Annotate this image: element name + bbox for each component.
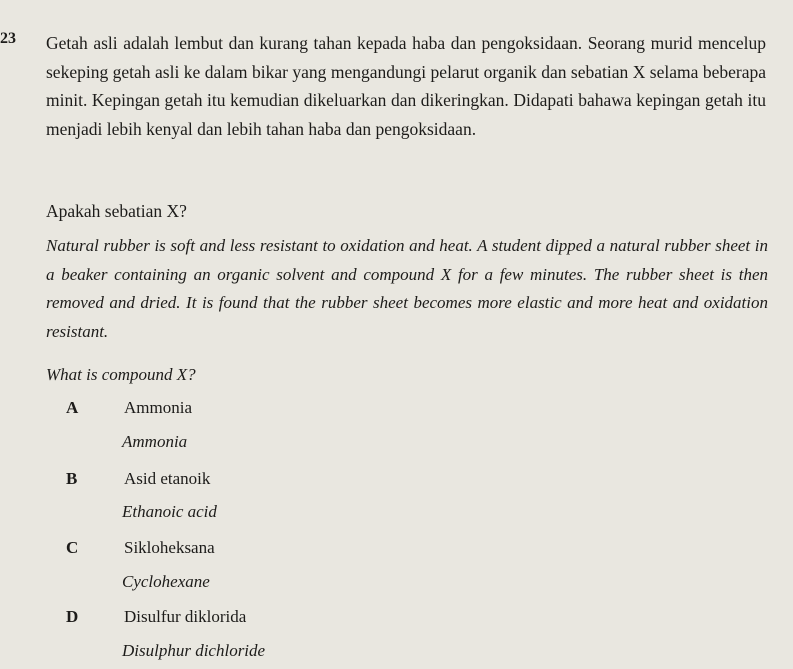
- option-d-malay: Disulfur diklorida: [124, 607, 247, 626]
- question-number: 23: [0, 30, 16, 47]
- option-c-english: Cyclohexane: [122, 572, 210, 591]
- option-c-malay: Sikloheksana: [124, 538, 215, 557]
- question-text-malay: Getah asli adalah lembut dan kurang tahan kepada haba dan pengoksidaan. Seorang murid mencelup sekeping getah asli ke dalam bikar yang mengandungi pelarut organik dan sebatian X selama beberapa minit. Kepingan getah itu kemudian dikeluarkan dan dikeringkan. Didapati bahawa kepingan getah itu menjadi lebih kenyal dan lebih tahan haba dan pengoksidaan.: [46, 33, 766, 139]
- option-d-letter: D: [66, 607, 79, 626]
- option-a-malay: Ammonia: [124, 398, 192, 417]
- option-b-malay: Asid etanoik: [124, 469, 211, 488]
- question-prompt-malay: Apakah sebatian X?: [46, 201, 187, 221]
- option-d-english: Disulphur dichloride: [122, 641, 266, 660]
- question-text-english: Natural rubber is soft and less resistant to oxidation and heat. A student dipped a natural rubber sheet in a beaker containing an organic solvent and compound X for a few minutes. The rubber sheet is then removed and dried. It is found that the rubber sheet becomes more elastic and more heat and oxidation resistant.: [46, 236, 768, 341]
- option-c-letter: C: [66, 538, 79, 557]
- option-b-letter: B: [66, 469, 78, 488]
- question-prompt-english: What is compound X?: [46, 365, 196, 384]
- option-a-letter: A: [66, 398, 79, 417]
- option-b-english: Ethanoic acid: [122, 502, 217, 521]
- option-a-english: Ammonia: [122, 432, 188, 451]
